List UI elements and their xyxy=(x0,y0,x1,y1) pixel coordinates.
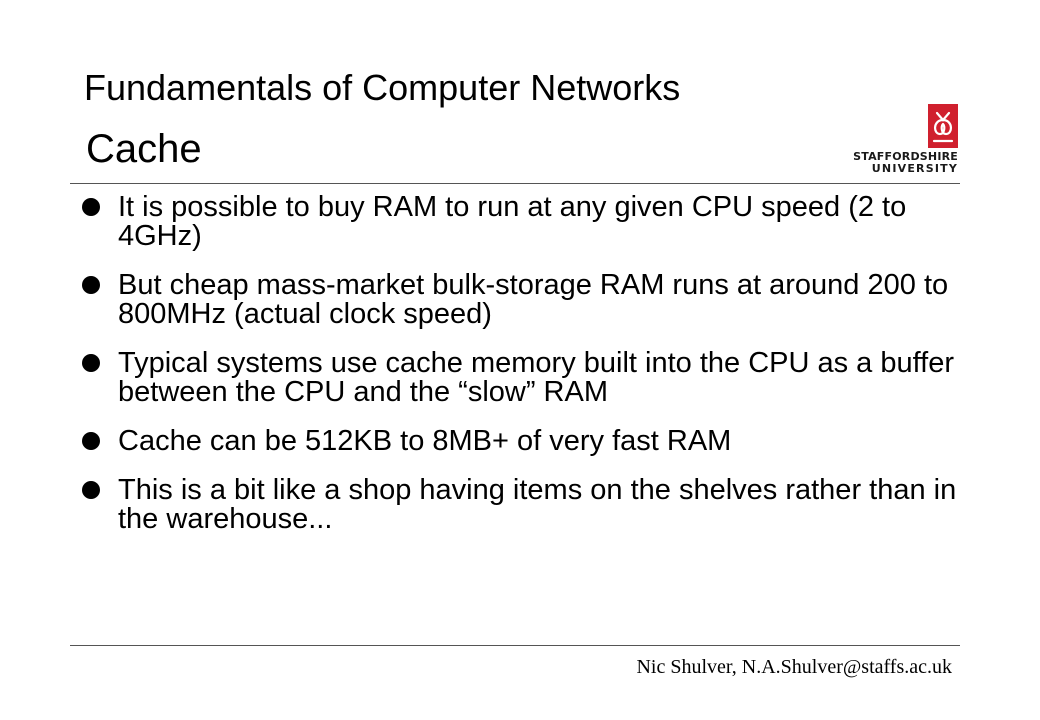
header-divider xyxy=(70,183,960,184)
bullet-text: It is possible to buy RAM to run at any given CPU speed (2 to 4GHz) xyxy=(118,191,907,252)
list-item xyxy=(78,427,958,456)
list-item xyxy=(78,271,958,329)
logo-text-staffordshire: STAFFORDSHIRE xyxy=(853,150,958,163)
bullet-text: Typical systems use cache memory built into the CPU as a buffer between the CPU and the “slow” RAM xyxy=(118,347,954,408)
staffordshire-knot-icon xyxy=(928,104,958,148)
bullet-icon xyxy=(82,198,100,216)
bullet-icon xyxy=(82,354,100,372)
course-title: Fundamentals of Computer Networks xyxy=(84,67,681,108)
bullet-text: This is a bit like a shop having items on the shelves rather than in the warehouse... xyxy=(118,474,957,535)
bullet-text: Cache can be 512KB to 8MB+ of very fast RAM xyxy=(118,425,732,457)
bullet-icon xyxy=(82,276,100,294)
bullet-text: But cheap mass-market bulk-storage RAM runs at around 200 to 800MHz (actual clock speed) xyxy=(118,269,949,330)
slide-title: Cache xyxy=(86,127,202,171)
bullet-list xyxy=(78,193,958,554)
footer-author: Nic Shulver, N.A.Shulver@staffs.ac.uk xyxy=(636,656,952,678)
logo-text-university: UNIVERSITY xyxy=(871,162,958,175)
list-item xyxy=(78,349,958,407)
list-item xyxy=(78,193,958,251)
bullet-icon xyxy=(82,432,100,450)
university-logo xyxy=(846,104,958,180)
bullet-icon xyxy=(82,481,100,499)
list-item xyxy=(78,476,958,534)
footer-divider xyxy=(70,645,960,646)
